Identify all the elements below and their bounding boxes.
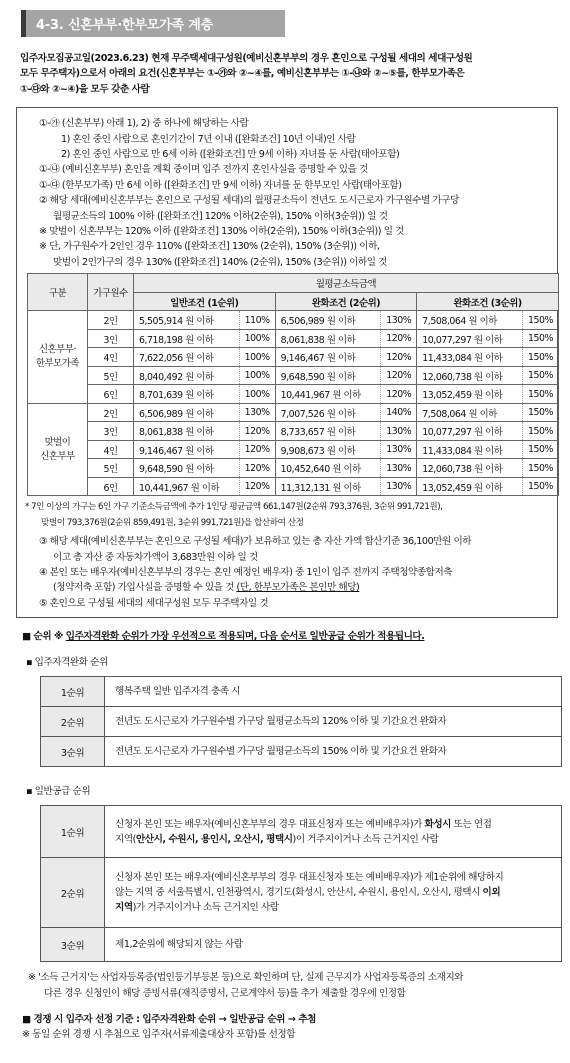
rank-1-text-c: 또는 연접 <box>451 818 492 830</box>
selection-criteria <box>22 1012 564 1043</box>
req-assets-2: 이고 총 자산 중 자동차가액이 3,683만원 이하 일 것 <box>53 551 258 563</box>
req-income-note-1: ※ 맞벌이 신혼부부는 120% 이하 ([완화조건] 130% 이하(2순위), 150% 이하(3순위)) 일 것 <box>39 226 404 238</box>
cell-p3: 150% <box>522 348 558 367</box>
cell-p1: 120% <box>239 422 275 441</box>
criteria-line: ■ 경쟁 시 입주자 선정 기준 : 입주자격완화 순위 → 일반공급 순위 → 추첨 <box>22 1013 317 1025</box>
th-household-size: 가구원수 <box>88 274 134 311</box>
table-row <box>28 422 559 441</box>
cell-a1: 8,061,838 원 이하 <box>134 422 240 441</box>
criteria-note: ※ 동일 순위 경쟁 시 추첨으로 입주자(서류제출대상자 포함)를 선정함 <box>22 1029 296 1041</box>
cell-a2: 6,506,989 원 이하 <box>275 311 381 330</box>
cell-a3: 13,052,459 원 이하 <box>417 477 523 496</box>
cell-p1: 100% <box>239 348 275 367</box>
note-line-1: ※ '소득 근거지'는 사업자등록증(법인등기부등본 등)으로 확인하며 단, 실제 근무지가 사업자등록증의 소재지와 <box>28 972 464 984</box>
table-row <box>28 311 559 330</box>
rank-1-text-a: 신청자 본인 또는 배우자(예비신혼부부의 경우 대표신청자 또는 예비배우자)가 <box>115 818 425 830</box>
cell-p1: 130% <box>239 403 275 422</box>
relaxed-rank-table <box>40 676 562 767</box>
intro-line-2: 모두 무주택자)으로서 아래의 요건(신혼부부는 ①-㉮와 ②~④를, 예비신혼부부는 ①-㉯와 ②~⑤를, 한부모가족은 <box>20 68 465 80</box>
header-accent-bar <box>21 10 26 37</box>
cell-n: 2인 <box>88 403 134 422</box>
rank-title-b: 입주자격완화 순위가 가장 우선적으로 적용되며, 다음 순서로 일반공급 순위가 적용됩니다. <box>65 631 425 643</box>
rank-row <box>41 677 562 707</box>
cell-a1: 8,040,492 원 이하 <box>134 366 240 385</box>
rank-value: 전년도 도시근로자 가구원수별 가구당 월평균소득의 120% 이하 및 기간요건 완화자 <box>105 707 562 737</box>
rank-1-text-d: 지역( <box>115 833 136 845</box>
th-cond-2: 완화조건 (2순위) <box>275 292 417 311</box>
req-newlywed-2: 2) 혼인 중인 사람으로 만 6세 이하 ([완화조건] 만 9세 이하) 자녀를 둔 사람(태아포함) <box>61 149 400 161</box>
cell-p2: 120% <box>381 348 417 367</box>
rank-sub-2: ▪ 일반공급 순위 <box>26 786 91 798</box>
cell-a1: 5,505,914 원 이하 <box>134 311 240 330</box>
cell-a1: 6,506,989 원 이하 <box>134 403 240 422</box>
req-savings-1: ④ 본인 또는 배우자(예비신혼부부의 경우는 혼인 예정인 배우자) 중 1인이 입주 전까지 주택청약종합저축 <box>39 566 453 578</box>
cell-a1: 6,718,198 원 이하 <box>134 329 240 348</box>
cell-p1: 120% <box>239 459 275 478</box>
cell-a1: 10,441,967 원 이하 <box>134 477 240 496</box>
rank-value: 행복주택 일반 입주자격 충족 시 <box>105 677 562 707</box>
note-line-2: 다른 경우 신청인이 해당 증빙서류(재직증명서, 근로계약서 등)를 추가 제출할 경우에 인정함 <box>44 987 406 999</box>
req-single-parent: ①-㉰ (한부모가족) 만 6세 이하 ([완화조건] 만 9세 이하) 자녀를 둔 한부모인 사람(태아포함) <box>39 179 402 191</box>
table-row <box>28 348 559 367</box>
th-income: 월평균소득금액 <box>134 274 559 293</box>
cell-p1: 110% <box>239 311 275 330</box>
rank-row <box>41 737 562 767</box>
cell-p3: 150% <box>522 440 558 459</box>
th-cond-3: 완화조건 (3순위) <box>417 292 559 311</box>
cell-a2: 7,007,526 원 이하 <box>275 403 381 422</box>
req-income-note-3: 맞벌이 2인가구의 경우 130% ([완화조건] 140% (2순위), 150% (3순위)) 이하일 것 <box>53 256 387 268</box>
cell-a3: 11,433,084 원 이하 <box>417 440 523 459</box>
th-cond-1: 일반조건 (1순위) <box>134 292 276 311</box>
cell-a2: 9,146,467 원 이하 <box>275 348 381 367</box>
cell-p2: 120% <box>381 329 417 348</box>
req-assets-1: ③ 해당 세대(예비신혼부부는 혼인으로 구성될 세대)가 보유하고 있는 총 자산 가액 합산기준 36,100만원 이하 <box>39 536 472 548</box>
rank-1-key: 1순위 <box>41 806 105 858</box>
intro-line-3: ①-㉰와 ②~④)을 모두 갖춘 사람 <box>20 83 150 95</box>
cell-p2: 120% <box>381 366 417 385</box>
cell-p3: 150% <box>522 311 558 330</box>
cell-p2: 130% <box>381 311 417 330</box>
req-prospective: ①-㉯ (예비신혼부부) 혼인을 계획 중이며 입주 전까지 혼인사실을 증명할 수 있을 것 <box>39 164 368 176</box>
cell-p3: 150% <box>522 459 558 478</box>
cell-n: 3인 <box>88 329 134 348</box>
group-cell: 맞벌이 신혼부부 <box>28 403 88 496</box>
section-header <box>21 10 285 37</box>
general-rank-table <box>40 805 562 962</box>
rank-2-text-b: 않는 지역 중 서울특별시, 인천광역시, 경기도(화성시, 안산시, 수원시, 용인시, 오산시, 평택시 <box>115 887 483 899</box>
cell-p2: 130% <box>381 477 417 496</box>
rank-row <box>41 707 562 737</box>
rank-value: 전년도 도시근로자 가구원수별 가구당 월평균소득의 150% 이하 및 기간요건 완화자 <box>105 737 562 767</box>
req-savings-2b: (단, 한부모가족은 본인만 해당) <box>236 582 360 594</box>
rank-2-text-a: 신청자 본인 또는 배우자(예비신혼부부의 경우 대표신청자 또는 예비배우자)가 제1순위에 해당하지 <box>115 872 504 884</box>
cell-p3: 150% <box>522 385 558 404</box>
cell-p3: 150% <box>522 329 558 348</box>
rank-1-text-b: 화성시 <box>424 818 451 830</box>
cell-p3: 150% <box>522 422 558 441</box>
income-base-note <box>28 970 564 1001</box>
rank-1-text-e: 안산시, 수원시, 용인시, 오산시, 평택시 <box>135 833 293 845</box>
cell-a1: 9,648,590 원 이하 <box>134 459 240 478</box>
cell-a1: 7,622,056 원 이하 <box>134 348 240 367</box>
cell-n: 4인 <box>88 348 134 367</box>
cell-a2: 10,452,640 원 이하 <box>275 459 381 478</box>
cell-a2: 8,061,838 원 이하 <box>275 329 381 348</box>
income-table <box>27 273 559 496</box>
rank-key: 1순위 <box>41 677 105 707</box>
cell-p3: 150% <box>522 366 558 385</box>
rank-key: 2순위 <box>41 707 105 737</box>
cell-p2: 130% <box>381 422 417 441</box>
req-income-note-2: ※ 단, 가구원수가 2인인 경우 110% ([완화조건] 130% (2순위), 150% (3순위)) 이하, <box>39 241 380 253</box>
cell-p1: 100% <box>239 385 275 404</box>
rank-3-key: 3순위 <box>41 928 105 962</box>
rank-2-value <box>105 858 562 928</box>
th-group: 구분 <box>28 274 88 311</box>
footnote-2: 맞벌이 793,376원(2순위 859,491원, 3순위 991,721원)을 합산하여 산정 <box>41 517 304 528</box>
section-title: 4-3. 신혼부부·한부모가족 계층 <box>36 18 213 33</box>
table-row <box>28 329 559 348</box>
cell-p1: 120% <box>239 477 275 496</box>
cell-n: 4인 <box>88 440 134 459</box>
group-cell: 신혼부부· 한부모가족 <box>28 311 88 404</box>
rank-1-text-f: )이 거주지이거나 소득 근거지인 사람 <box>292 833 439 845</box>
cell-p3: 150% <box>522 403 558 422</box>
cell-a3: 7,508,064 원 이하 <box>417 311 523 330</box>
cell-a3: 12,060,738 원 이하 <box>417 366 523 385</box>
cell-n: 6인 <box>88 385 134 404</box>
req-homeless: ⑤ 혼인으로 구성될 세대의 세대구성원 모두 무주택자일 것 <box>39 597 269 609</box>
req-savings-2 <box>25 580 551 595</box>
rank-2-key: 2순위 <box>41 858 105 928</box>
table-row <box>28 366 559 385</box>
cell-n: 2인 <box>88 311 134 330</box>
cell-a2: 9,648,590 원 이하 <box>275 366 381 385</box>
req-income-2: 월평균소득의 100% 이하 ([완화조건] 120% 이하(2순위), 150% 이하(3순위)) 일 것 <box>53 210 388 222</box>
table-row <box>28 477 559 496</box>
cell-a3: 11,433,084 원 이하 <box>417 348 523 367</box>
cell-a3: 12,060,738 원 이하 <box>417 459 523 478</box>
req-newlywed: ①-㉮ (신혼부부) 아래 1), 2) 중 하나에 해당하는 사람 <box>39 118 249 130</box>
cell-n: 5인 <box>88 366 134 385</box>
rank-2-text-e: )가 거주지이거나 소득 근거지인 사람 <box>132 902 279 914</box>
footnote-1: * 7인 이상의 가구는 6인 가구 기준소득금액에 추가 1인당 평균금액 661,147원(2순위 793,376원, 3순위 991,721원), <box>25 502 443 513</box>
rank-sub-1: ▪ 입주자격완화 순위 <box>26 657 108 669</box>
cell-n: 6인 <box>88 477 134 496</box>
req-savings-2a: (청약저축 포함) 가입사실을 증명할 수 있을 것 <box>53 582 234 594</box>
cell-n: 5인 <box>88 459 134 478</box>
cell-a1: 8,701,639 원 이하 <box>134 385 240 404</box>
req-income-1: ② 해당 세대(예비신혼부부는 혼인으로 구성될 세대)의 월평균소득이 전년도 도시근로자 가구원수별 가구당 <box>39 195 459 207</box>
table-row <box>28 440 559 459</box>
cell-a1: 9,146,467 원 이하 <box>134 440 240 459</box>
cell-a2: 10,441,967 원 이하 <box>275 385 381 404</box>
cell-p1: 120% <box>239 440 275 459</box>
rank-key: 3순위 <box>41 737 105 767</box>
req-newlywed-1: 1) 혼인 중인 사람으로 혼인기간이 7년 이내 ([완화조건] 10년 이내)인 사람 <box>61 133 356 145</box>
rank-title-a: ■ 순위 ※ <box>22 631 66 643</box>
intro-paragraph <box>8 51 564 97</box>
cell-p2: 140% <box>381 403 417 422</box>
rank-2-text-d: 지역 <box>115 902 133 914</box>
cell-p1: 100% <box>239 329 275 348</box>
cell-p2: 120% <box>381 385 417 404</box>
cell-a2: 11,312,131 원 이하 <box>275 477 381 496</box>
table-row <box>28 459 559 478</box>
cell-p1: 100% <box>239 366 275 385</box>
intro-line-1: 입주자모집공고일(2023.6.23) 현재 무주택세대구성원(예비신혼부부의 경우 혼인으로 구성될 세대의 세대구성원 <box>20 53 473 64</box>
cell-p2: 130% <box>381 440 417 459</box>
table-row <box>28 403 559 422</box>
cell-a3: 10,077,297 원 이하 <box>417 422 523 441</box>
table-row <box>28 385 559 404</box>
rank-2-text-c: 이외 <box>482 887 501 899</box>
rank-1-value <box>105 806 562 858</box>
cell-a2: 9,908,673 원 이하 <box>275 440 381 459</box>
cell-a3: 13,052,459 원 이하 <box>417 385 523 404</box>
cell-a2: 8,733,657 원 이하 <box>275 422 381 441</box>
rank-3-value: 제1,2순위에 해당되지 않는 사람 <box>105 928 562 962</box>
cell-p3: 150% <box>522 477 558 496</box>
cell-p2: 130% <box>381 459 417 478</box>
rank-title <box>22 630 564 644</box>
cell-a3: 7,508,064 원 이하 <box>417 403 523 422</box>
cell-n: 3인 <box>88 422 134 441</box>
requirements-box <box>16 107 558 618</box>
cell-a3: 10,077,297 원 이하 <box>417 329 523 348</box>
